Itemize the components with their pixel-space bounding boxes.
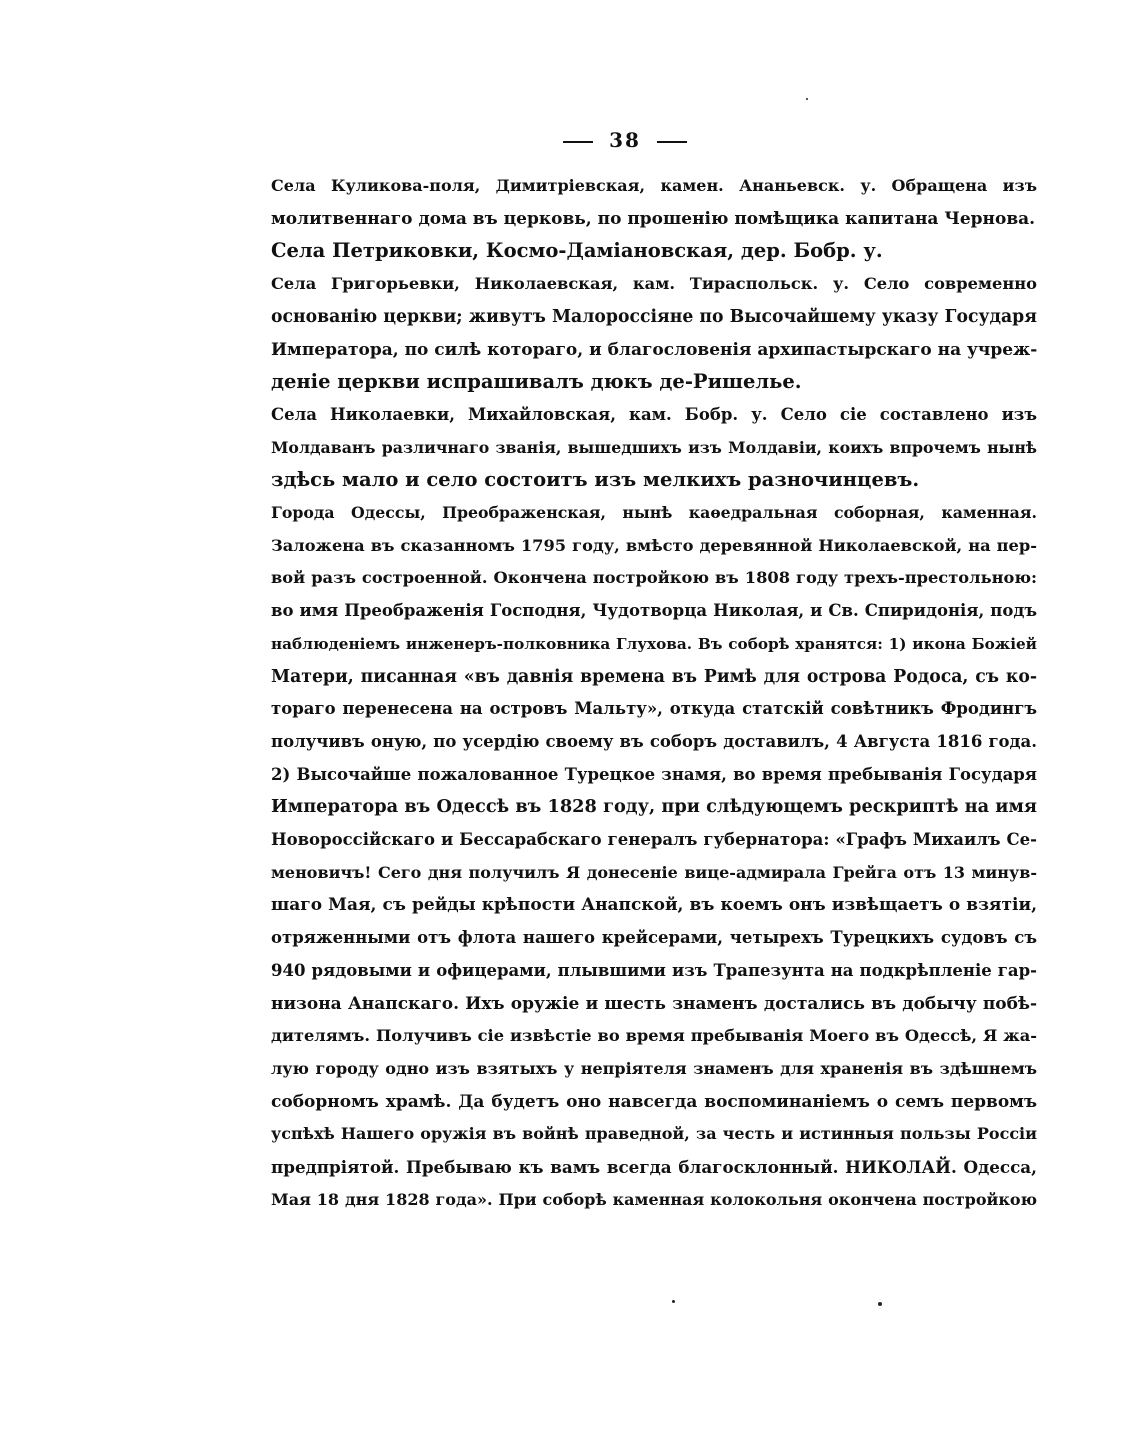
body-text [207,170,1037,1217]
text-line: наблюденіемъ инженеръ-полковника Глухова. Въ соборѣ хранятся: 1) икона Божіей [271,634,1037,653]
text-line: Матери, писанная «въ давнія времена въ Римѣ для острова Родоса, съ ко- [271,666,1037,687]
text-line: успѣхѣ Нашего оружія въ войнѣ праведной, за честь и истинныя пользы Россіи [271,1124,1037,1144]
text-line: деніе церкви испрашивалъ дюкъ де-Ришелье. [271,370,802,394]
paragraph-kulikovo-pole [207,170,1037,235]
text-line: Села Николаевки, Михайловская, кам. Бобр. у. Село сіе составлено изъ [271,404,1037,424]
left-dash [563,141,593,143]
text-line: вой разъ состроенной. Окончена постройкою въ 1808 году трехъ-престольною: [271,568,1037,588]
text-line: меновичъ! Сего дня получилъ Я донесеніе вице-адмирала Грейга отъ 13 минув- [271,862,1037,882]
paragraph-nikolaevka [207,399,1037,497]
text-line: Села Петриковки, Космо-Даміановская, дер. Бобр. у. [271,239,883,263]
text-line: шаго Мая, съ рейды крѣпости Анапской, въ коемъ онъ извѣщаетъ о взятіи, [271,895,1037,916]
text-line: предпріятой. Пребываю къ вамъ всегда благосклонный. НИКОЛАЙ. Одесса, [271,1157,1037,1178]
text-line: молитвеннаго дома въ церковь, по прошенію помѣщика капитана Чернова. [271,208,1036,229]
text-line: Императора въ Одессѣ въ 1828 году, при слѣдующемъ рескриптѣ на имя [271,796,1037,818]
text-line: основанію церкви; живутъ Малороссіяне по Высочайшему указу Государя [271,306,1037,327]
text-line: Новороссійскаго и Бессарабскаго генералъ губернатора: «Графъ Михаилъ Се- [271,830,1037,850]
text-line: Села Куликова-поля, Димитріевская, камен. Ананьевск. у. Обращена изъ [271,176,1037,195]
text-line: 940 рядовыми и офицерами, плывшими изъ Трапезунта на подкрѣпленіе гар- [271,960,1037,980]
paragraph-petrikovka [207,235,1037,268]
text-line: лую городу одно изъ взятыхъ у непріятеля знаменъ для храненія въ здѣшнемъ [271,1058,1037,1078]
text-line: Заложена въ сказанномъ 1795 году, вмѣсто деревянной Николаевской, на пер- [271,535,1037,555]
text-line: получивъ оную, по усердію своему въ соборъ доставилъ, 4 Августа 1816 года. [271,731,1037,751]
scan-speck [878,1302,882,1306]
text-line: здѣсь мало и село состоитъ изъ мелкихъ разночинцевъ. [271,468,920,492]
page-number-text: 38 [609,128,641,152]
text-line: Села Григорьевки, Николаевская, кам. Тираспольск. у. Село современно [271,274,1037,294]
scan-speck [672,1300,675,1303]
scan-speck [806,98,808,100]
text-line: 2) Высочайше пожалованное Турецкое знамя, во время пребыванія Государя [271,764,1037,784]
text-line: соборномъ храмѣ. Да будетъ оно навсегда воспоминаніемъ о семъ первомъ [271,1091,1037,1112]
text-line: во имя Преображенія Господня, Чудотворца Николая, и Св. Спиридонія, подъ [271,601,1037,621]
text-line: тораго перенесена на островъ Мальту», откуда статскій совѣтникъ Фродингъ [271,699,1037,719]
right-dash [657,141,687,143]
text-line: Императора, по силѣ котораго, и благословенія архипастырскаго на учреж- [271,339,1038,360]
paragraph-grigorievka [207,268,1037,399]
text-line: Молдаванъ различнаго званія, вышедшихъ изъ Молдавіи, коихъ впрочемъ нынѣ [271,437,1037,457]
text-line: дителямъ. Получивъ сіе извѣстіе во время пребыванія Моего въ Одессѣ, Я жа- [271,1026,1037,1046]
paragraph-odessa [207,497,1037,1216]
text-line: низона Анапскаго. Ихъ оружіе и шесть знаменъ достались въ добычу побѣ- [271,993,1037,1014]
page-number [0,128,1140,152]
text-line: Мая 18 дня 1828 года». При соборѣ каменная колокольня окончена постройкою [271,1189,1037,1209]
text-line: Города Одессы, Преображенская, нынѣ каѳедральная соборная, каменная. [271,503,1037,523]
text-line: отряженными отъ флота нашего крейсерами, четырехъ Турецкихъ судовъ съ [271,928,1037,948]
